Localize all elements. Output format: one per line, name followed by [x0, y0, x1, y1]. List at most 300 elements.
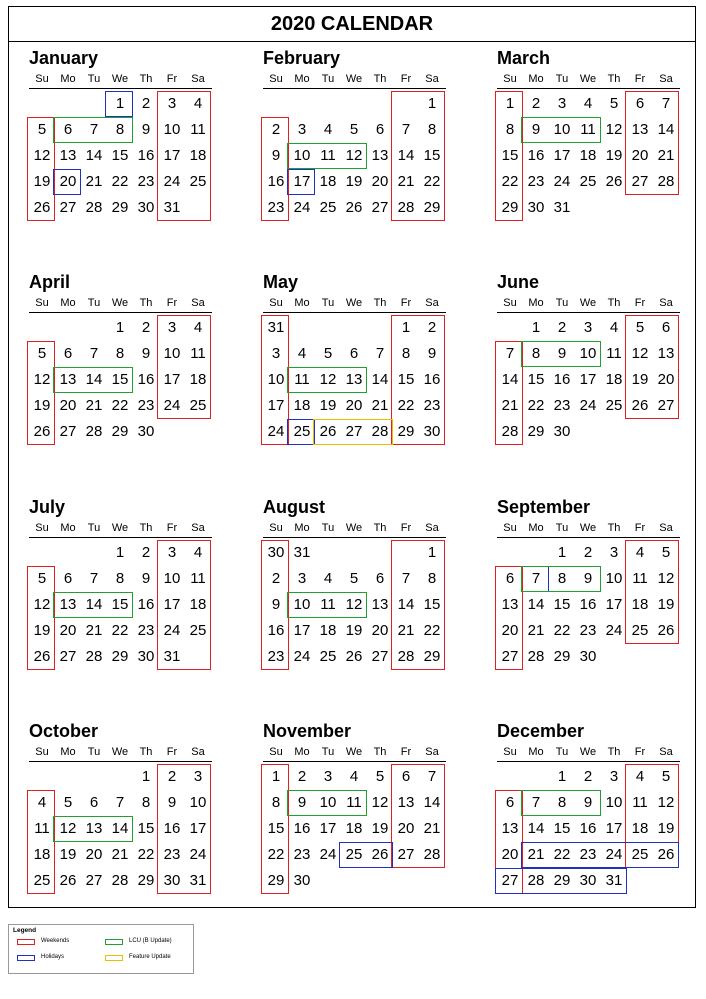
weekday-label: Fr: [166, 73, 178, 85]
day-cell: 21: [85, 173, 103, 190]
day-cell: 4: [583, 95, 593, 112]
day-cell: 15: [111, 147, 129, 164]
day-cell: 28: [527, 872, 545, 889]
day-cell: 10: [293, 147, 311, 164]
day-cell: 18: [319, 622, 337, 639]
day-cell: 19: [319, 397, 337, 414]
day-cell: 8: [115, 570, 125, 587]
day-cell: 20: [59, 622, 77, 639]
day-cell: 1: [271, 768, 281, 785]
day-cell: 24: [163, 173, 181, 190]
day-cell: 28: [397, 199, 415, 216]
day-cell: 10: [163, 570, 181, 587]
weekday-label: Mo: [60, 746, 76, 758]
day-cell: 8: [531, 345, 541, 362]
day-cell: 7: [661, 95, 671, 112]
day-cell: 7: [401, 570, 411, 587]
month-december: [497, 720, 682, 920]
day-cell: 11: [606, 345, 622, 362]
weekday-label: We: [345, 73, 363, 85]
day-cell: 19: [33, 397, 51, 414]
day-cell: 23: [267, 199, 285, 216]
weekday-label: We: [111, 73, 129, 85]
day-cell: 29: [111, 423, 129, 440]
day-cell: 25: [189, 397, 207, 414]
day-cell: 3: [297, 121, 307, 138]
day-cell: 17: [293, 173, 311, 190]
day-cell: 5: [609, 95, 619, 112]
day-cell: 6: [89, 794, 99, 811]
day-cell: 16: [267, 622, 285, 639]
day-cell: 16: [293, 820, 311, 837]
weekday-label: Th: [139, 746, 153, 758]
day-cell: 16: [163, 820, 181, 837]
day-cell: 16: [137, 596, 155, 613]
day-cell: 5: [661, 768, 671, 785]
day-cell: 6: [63, 345, 73, 362]
day-cell: 26: [345, 199, 363, 216]
legend-label: Weekends: [41, 938, 70, 944]
day-cell: 21: [397, 173, 415, 190]
day-cell: 25: [605, 397, 623, 414]
day-cell: 20: [345, 397, 363, 414]
day-cell: 8: [557, 794, 567, 811]
day-cell: 16: [579, 596, 597, 613]
weekday-label: Fr: [166, 297, 178, 309]
day-cell: 17: [319, 820, 337, 837]
weekday-label: Sa: [425, 297, 439, 309]
legend-swatch: [17, 939, 35, 945]
weekday-label: Su: [35, 297, 49, 309]
day-cell: 11: [190, 345, 206, 362]
day-cell: 25: [319, 199, 337, 216]
day-cell: 8: [505, 121, 515, 138]
day-cell: 11: [632, 570, 648, 587]
day-cell: 4: [609, 319, 619, 336]
day-cell: 3: [167, 95, 177, 112]
day-cell: 18: [345, 820, 363, 837]
calendar-page: [8, 6, 696, 908]
day-cell: 30: [423, 423, 441, 440]
day-cell: 2: [167, 768, 177, 785]
weekday-label: Tu: [87, 73, 101, 85]
day-cell: 30: [163, 872, 181, 889]
day-cell: 9: [271, 147, 281, 164]
day-cell: 4: [193, 319, 203, 336]
day-cell: 18: [189, 147, 207, 164]
weekday-label: Th: [139, 297, 153, 309]
day-cell: 29: [527, 423, 545, 440]
weekday-label: Sa: [191, 746, 205, 758]
day-cell: 4: [323, 121, 333, 138]
day-cell: 26: [345, 648, 363, 665]
day-cell: 27: [59, 423, 77, 440]
day-cell: 22: [501, 173, 519, 190]
day-cell: 17: [163, 596, 181, 613]
day-cell: 23: [579, 846, 597, 863]
weekday-label: Su: [503, 297, 517, 309]
day-cell: 7: [89, 345, 99, 362]
day-cell: 6: [401, 768, 411, 785]
day-cell: 19: [631, 371, 649, 388]
day-cell: 22: [137, 846, 155, 863]
day-cell: 24: [189, 846, 207, 863]
weekday-label: Su: [35, 746, 49, 758]
day-cell: 28: [501, 423, 519, 440]
day-cell: 26: [657, 846, 675, 863]
day-cell: 9: [557, 345, 567, 362]
day-cell: 2: [557, 319, 567, 336]
weekday-label: Su: [35, 522, 49, 534]
day-cell: 14: [397, 147, 415, 164]
day-cell: 13: [397, 794, 415, 811]
day-cell: 6: [635, 95, 645, 112]
weekday-label: Mo: [528, 297, 544, 309]
day-cell: 8: [115, 121, 125, 138]
day-cell: 27: [501, 648, 519, 665]
day-cell: 1: [531, 319, 541, 336]
weekday-label: We: [111, 522, 129, 534]
day-cell: 26: [59, 872, 77, 889]
day-cell: 7: [375, 345, 385, 362]
day-cell: 15: [267, 820, 285, 837]
weekday-label: Fr: [634, 297, 646, 309]
month-april: [29, 271, 214, 471]
day-cell: 6: [505, 570, 515, 587]
day-cell: 13: [59, 596, 77, 613]
day-cell: 13: [371, 596, 389, 613]
day-cell: 18: [631, 596, 649, 613]
weekday-label: Tu: [321, 73, 335, 85]
day-cell: 14: [111, 820, 129, 837]
day-cell: 7: [531, 794, 541, 811]
day-cell: 18: [631, 820, 649, 837]
weekday-label: Th: [373, 297, 387, 309]
weekday-label: Mo: [60, 73, 76, 85]
day-cell: 5: [37, 345, 47, 362]
day-cell: 21: [527, 846, 545, 863]
day-cell: 23: [553, 397, 571, 414]
day-cell: 15: [553, 596, 571, 613]
day-cell: 4: [297, 345, 307, 362]
day-cell: 31: [189, 872, 207, 889]
day-cell: 23: [267, 648, 285, 665]
day-cell: 2: [271, 121, 281, 138]
day-cell: 22: [423, 622, 441, 639]
day-cell: 23: [137, 397, 155, 414]
weekday-label: Fr: [166, 522, 178, 534]
weekday-label: Mo: [294, 522, 310, 534]
day-cell: 24: [163, 397, 181, 414]
day-cell: 15: [423, 596, 441, 613]
day-cell: 20: [657, 371, 675, 388]
weekday-label: Fr: [166, 746, 178, 758]
day-cell: 26: [371, 846, 389, 863]
day-cell: 14: [501, 371, 519, 388]
day-cell: 28: [85, 199, 103, 216]
day-cell: 18: [293, 397, 311, 414]
day-cell: 22: [111, 622, 129, 639]
day-cell: 27: [59, 199, 77, 216]
day-cell: 19: [33, 173, 51, 190]
weekday-label: Tu: [87, 297, 101, 309]
day-cell: 23: [527, 173, 545, 190]
weekday-label: Sa: [659, 746, 673, 758]
day-cell: 10: [163, 121, 181, 138]
month-name: October: [29, 721, 99, 741]
day-cell: 3: [609, 544, 619, 561]
weekday-label: Th: [373, 522, 387, 534]
weekday-label: Su: [503, 522, 517, 534]
day-cell: 20: [85, 846, 103, 863]
day-cell: 24: [163, 622, 181, 639]
day-cell: 29: [111, 199, 129, 216]
day-cell: 1: [115, 544, 125, 561]
day-cell: 15: [111, 596, 129, 613]
day-cell: 20: [371, 622, 389, 639]
month-february: [263, 47, 448, 247]
day-cell: 12: [345, 147, 363, 164]
day-cell: 16: [553, 371, 571, 388]
weekday-label: Tu: [321, 297, 335, 309]
day-cell: 8: [401, 345, 411, 362]
day-cell: 31: [553, 199, 571, 216]
legend-label: Holidays: [41, 954, 65, 960]
weekday-label: Tu: [321, 522, 335, 534]
day-cell: 10: [605, 794, 623, 811]
day-cell: 6: [375, 121, 385, 138]
day-cell: 5: [635, 319, 645, 336]
day-cell: 22: [527, 397, 545, 414]
weekday-label: Fr: [400, 297, 412, 309]
day-cell: 31: [605, 872, 623, 889]
day-cell: 5: [37, 121, 47, 138]
day-cell: 7: [401, 121, 411, 138]
month-january: [29, 47, 214, 247]
day-cell: 19: [345, 173, 363, 190]
day-cell: 22: [423, 173, 441, 190]
weekday-header: [497, 71, 680, 89]
day-cell: 18: [605, 371, 623, 388]
weekday-label: Tu: [555, 297, 569, 309]
day-cell: 17: [163, 371, 181, 388]
day-cell: 26: [33, 199, 51, 216]
day-cell: 27: [657, 397, 675, 414]
day-cell: 12: [59, 820, 77, 837]
day-cell: 17: [553, 147, 571, 164]
day-cell: 27: [397, 846, 415, 863]
day-cell: 12: [371, 794, 389, 811]
weekday-header: [497, 744, 680, 762]
day-cell: 13: [501, 820, 519, 837]
day-cell: 1: [427, 544, 437, 561]
day-cell: 21: [423, 820, 441, 837]
weekday-label: Mo: [294, 746, 310, 758]
weekday-header: [29, 744, 212, 762]
day-cell: 19: [657, 596, 675, 613]
weekday-label: Su: [503, 746, 517, 758]
day-cell: 9: [271, 596, 281, 613]
day-cell: 13: [59, 371, 77, 388]
day-cell: 27: [345, 423, 363, 440]
day-cell: 26: [33, 423, 51, 440]
day-cell: 7: [115, 794, 125, 811]
month-name: November: [263, 721, 352, 741]
day-cell: 12: [319, 371, 337, 388]
day-cell: 30: [553, 423, 571, 440]
day-cell: 28: [423, 846, 441, 863]
day-cell: 11: [320, 596, 336, 613]
day-cell: 17: [579, 371, 597, 388]
day-cell: 12: [33, 371, 51, 388]
day-cell: 2: [141, 95, 151, 112]
legend-swatch: [105, 955, 123, 961]
day-cell: 12: [657, 794, 675, 811]
weekday-label: Sa: [191, 297, 205, 309]
day-cell: 13: [85, 820, 103, 837]
day-cell: 22: [553, 622, 571, 639]
weekday-label: Tu: [555, 522, 569, 534]
day-cell: 17: [293, 622, 311, 639]
day-cell: 29: [267, 872, 285, 889]
weekday-label: Th: [607, 297, 621, 309]
day-cell: 28: [527, 648, 545, 665]
day-cell: 6: [661, 319, 671, 336]
day-cell: 10: [163, 345, 181, 362]
day-cell: 15: [553, 820, 571, 837]
weekday-label: Sa: [659, 522, 673, 534]
day-cell: 3: [609, 768, 619, 785]
weekday-label: Tu: [87, 746, 101, 758]
weekday-label: Th: [139, 73, 153, 85]
day-cell: 22: [553, 846, 571, 863]
day-cell: 27: [85, 872, 103, 889]
day-cell: 7: [89, 121, 99, 138]
day-cell: 7: [505, 345, 515, 362]
day-cell: 2: [583, 544, 593, 561]
month-name: February: [263, 48, 341, 68]
day-cell: 12: [33, 596, 51, 613]
day-cell: 11: [190, 570, 206, 587]
day-cell: 10: [579, 345, 597, 362]
day-cell: 15: [137, 820, 155, 837]
weekday-label: Fr: [634, 746, 646, 758]
day-cell: 10: [189, 794, 207, 811]
day-cell: 18: [319, 173, 337, 190]
day-cell: 18: [579, 147, 597, 164]
day-cell: 29: [423, 648, 441, 665]
day-cell: 24: [579, 397, 597, 414]
day-cell: 11: [34, 820, 50, 837]
day-cell: 1: [141, 768, 151, 785]
weekday-label: Th: [607, 73, 621, 85]
day-cell: 8: [427, 570, 437, 587]
day-cell: 15: [501, 147, 519, 164]
day-cell: 16: [579, 820, 597, 837]
day-cell: 29: [397, 423, 415, 440]
day-cell: 1: [427, 95, 437, 112]
month-name: April: [29, 272, 71, 292]
day-cell: 15: [423, 147, 441, 164]
day-cell: 13: [631, 121, 649, 138]
weekday-label: Su: [503, 73, 517, 85]
day-cell: 6: [63, 570, 73, 587]
day-cell: 11: [346, 794, 362, 811]
day-cell: 17: [163, 147, 181, 164]
day-cell: 2: [583, 768, 593, 785]
day-cell: 21: [397, 622, 415, 639]
day-cell: 30: [137, 423, 155, 440]
weekday-label: We: [579, 297, 597, 309]
day-cell: 1: [505, 95, 515, 112]
weekday-label: Th: [607, 522, 621, 534]
day-cell: 10: [319, 794, 337, 811]
weekday-label: Mo: [294, 73, 310, 85]
day-cell: 25: [33, 872, 51, 889]
month-june: [497, 271, 682, 471]
day-cell: 4: [635, 768, 645, 785]
day-cell: 22: [397, 397, 415, 414]
month-name: May: [263, 272, 299, 292]
weekday-label: Mo: [528, 746, 544, 758]
weekday-label: Th: [607, 746, 621, 758]
day-cell: 5: [375, 768, 385, 785]
day-cell: 12: [631, 345, 649, 362]
weekday-label: Mo: [60, 522, 76, 534]
day-cell: 5: [349, 121, 359, 138]
day-cell: 29: [501, 199, 519, 216]
day-cell: 7: [427, 768, 437, 785]
day-cell: 18: [189, 371, 207, 388]
weekday-label: Tu: [555, 73, 569, 85]
month-july: [29, 496, 214, 696]
day-cell: 24: [267, 423, 285, 440]
day-cell: 24: [605, 622, 623, 639]
day-cell: 9: [167, 794, 177, 811]
weekday-label: We: [579, 522, 597, 534]
weekday-label: Sa: [659, 73, 673, 85]
weekday-label: Su: [269, 73, 283, 85]
day-cell: 25: [631, 846, 649, 863]
weekday-label: Sa: [659, 297, 673, 309]
day-cell: 5: [661, 544, 671, 561]
day-cell: 1: [115, 95, 125, 112]
day-cell: 31: [163, 648, 181, 665]
day-cell: 2: [271, 570, 281, 587]
day-cell: 25: [631, 622, 649, 639]
day-cell: 13: [371, 147, 389, 164]
weekday-header: [263, 71, 446, 89]
day-cell: 22: [111, 173, 129, 190]
day-cell: 10: [267, 371, 285, 388]
day-cell: 19: [657, 820, 675, 837]
weekday-label: We: [111, 746, 129, 758]
weekday-header: [497, 520, 680, 538]
day-cell: 20: [501, 846, 519, 863]
weekday-label: Th: [373, 73, 387, 85]
day-cell: 31: [293, 544, 311, 561]
legend-swatch: [17, 955, 35, 961]
day-cell: 17: [189, 820, 207, 837]
day-cell: 23: [137, 622, 155, 639]
day-cell: 3: [271, 345, 281, 362]
day-cell: 31: [163, 199, 181, 216]
day-cell: 6: [349, 345, 359, 362]
day-cell: 27: [501, 872, 519, 889]
day-cell: 6: [63, 121, 73, 138]
weekday-header: [29, 295, 212, 313]
day-cell: 28: [657, 173, 675, 190]
